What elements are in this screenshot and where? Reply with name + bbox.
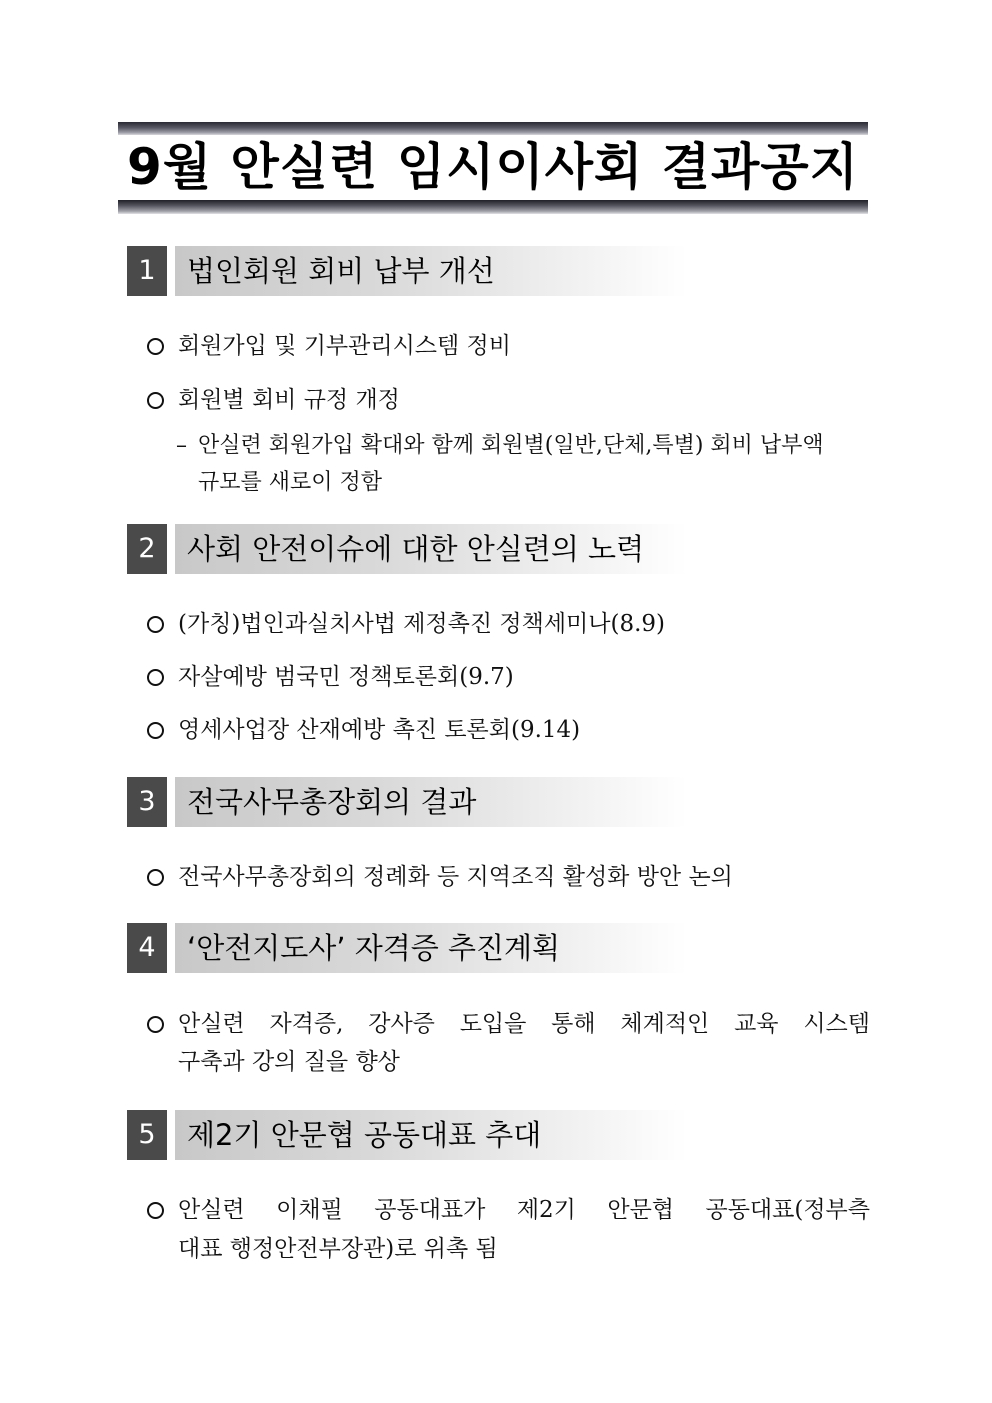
section-number: 5 [127,1110,167,1160]
circle-bullet-icon [147,869,164,886]
section-3-header [127,777,687,827]
section-title: 사회 안전이슈에 대한 안실련의 노력 [187,532,645,566]
section-1-header [127,246,687,296]
circle-bullet-icon [147,392,164,409]
title-block [118,122,868,214]
section-title: 전국사무총장회의 결과 [187,785,477,819]
section-title-bar [175,524,687,574]
list-item-continuation: 대표 행정안전부장관)로 위촉 됨 [178,1236,498,1262]
title-bottom-bar [118,200,868,214]
page-title: 9월 안실련 임시이사회 결과공지 [127,138,859,196]
list-item-text: 영세사업장 산재예방 촉진 토론회(9.14) [178,717,581,743]
list-item-text: 안실련 이채필 공동대표가 제2기 안문협 공동대표(정부측 [178,1197,870,1223]
section-number: 3 [127,777,167,827]
circle-bullet-icon [147,1202,164,1219]
section-title-bar [175,923,687,973]
section-title-bar [175,777,687,827]
list-item-text: 회원가입 및 기부관리시스템 정비 [178,333,511,359]
list-item-text: (가칭)법인과실치사법 제정촉진 정책세미나(8.9) [178,611,666,637]
section-2-header [127,524,687,574]
circle-bullet-icon [147,1016,164,1033]
section-number: 1 [127,246,167,296]
circle-bullet-icon [147,616,164,633]
circle-bullet-icon [147,722,164,739]
circle-bullet-icon [147,669,164,686]
section-title-bar [175,1110,687,1160]
section-title-bar [175,246,687,296]
section-title: 제2기 안문협 공동대표 추대 [187,1118,542,1152]
list-item-text: 전국사무총장회의 정례화 등 지역조직 활성화 방안 논의 [178,864,733,890]
circle-bullet-icon [147,338,164,355]
dash-marker: – [176,433,187,458]
list-item-text: 안실련 자격증, 강사증 도입을 통해 체계적인 교육 시스템 [178,1011,870,1037]
section-title: 법인회원 회비 납부 개선 [187,254,495,288]
sub-item-text: 안실련 회원가입 확대와 함께 회원별(일반,단체,특별) 회비 납부액 [198,433,824,458]
section-4-header [127,923,687,973]
section-number: 2 [127,524,167,574]
list-item-text: 자살예방 범국민 정책토론회(9.7) [178,664,514,690]
list-item-text: 회원별 회비 규정 개정 [178,387,400,413]
title-top-bar [118,122,868,135]
section-number: 4 [127,923,167,973]
sub-item-text: 규모를 새로이 정함 [198,470,383,495]
section-5-header [127,1110,687,1160]
section-title: ‘안전지도사’ 자격증 추진계획 [187,931,561,965]
list-item-continuation: 구축과 강의 질을 향상 [178,1049,400,1075]
